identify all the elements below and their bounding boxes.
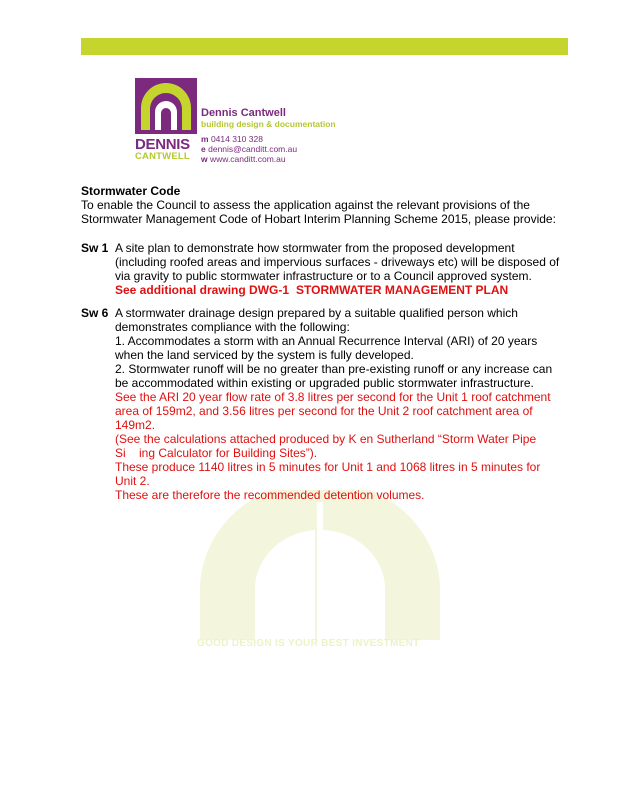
intro-line: To enable the Council to assess the application against the relevant provisions of the: [81, 198, 530, 212]
sw6-line: demonstrates compliance with the following:: [115, 320, 350, 334]
sw6-line: 1. Accommodates a storm with an Annual Recurrence Interval (ARI) of 20 years: [115, 334, 538, 348]
sw1-response-drawing: See additional drawing DWG-1: [115, 283, 290, 297]
sw6-response-line: Si ing Calculator for Building Sites”).: [115, 446, 318, 460]
company-tagline: building design & documentation: [201, 119, 336, 129]
sw6-label: Sw 6: [81, 306, 109, 320]
logo-wordmark-last: CANTWELL: [135, 151, 190, 162]
sw6-line: when the land serviced by the system is fully developed.: [115, 348, 414, 362]
logo-wordmark-first: DENNIS: [135, 136, 190, 153]
sw1-label: Sw 1: [81, 241, 109, 255]
sw6-response-line: These are therefore the recommended detention volumes.: [115, 488, 425, 502]
sw6-response-line: See the ARI 20 year flow rate of 3.8 litres per second for the Unit 1 roof catchment: [115, 390, 551, 404]
sw1-line: (including roofed areas and impervious surfaces - driveways etc) will be disposed of: [115, 255, 560, 269]
section-title: Stormwater Code: [81, 184, 181, 198]
contact-phone: m 0414 310 328: [201, 134, 263, 144]
sw6-response-line: (See the calculations attached produced by K en Sutherland “Storm Water Pipe: [115, 432, 537, 446]
contact-email: e dennis@canditt.com.au: [201, 144, 298, 154]
sw6-response-line: These produce 1140 litres in 5 minutes for Unit 1 and 1068 litres in 5 minutes for: [115, 460, 541, 474]
sw1-line: via gravity to public stormwater infrastructure or to a Council approved system.: [115, 269, 532, 283]
watermark-slogan: GOOD DESIGN IS YOUR BEST INVESTMENT: [197, 638, 420, 649]
sw1-line: A site plan to demonstrate how stormwater from the proposed development: [115, 241, 515, 255]
sw6-line: A stormwater drainage design prepared by a suitable qualified person which: [115, 306, 518, 320]
sw6-response-line: 149m2.: [115, 418, 156, 432]
sw1-response-plan: STORMWATER MANAGEMENT PLAN: [296, 283, 509, 297]
sw6-response-line: Unit 2.: [115, 474, 150, 488]
contact-web: w www.canditt.com.au: [201, 154, 286, 164]
sw6-response-line: area of 159m2, and 3.56 litres per second for the Unit 2 roof catchment area of: [115, 404, 533, 418]
sw6-line: 2. Stormwater runoff will be no greater than pre-existing runoff or any increase can: [115, 362, 553, 376]
sw6-line: be accommodated within existing or upgraded public stormwater infrastructure.: [115, 376, 534, 390]
company-name: Dennis Cantwell: [201, 107, 286, 119]
logo-arch-icon: [135, 78, 197, 134]
watermark-arch-icon: [170, 490, 470, 650]
intro-line: Stormwater Management Code of Hobart Interim Planning Scheme 2015, please provide:: [81, 212, 556, 226]
header-bar: [81, 38, 568, 55]
